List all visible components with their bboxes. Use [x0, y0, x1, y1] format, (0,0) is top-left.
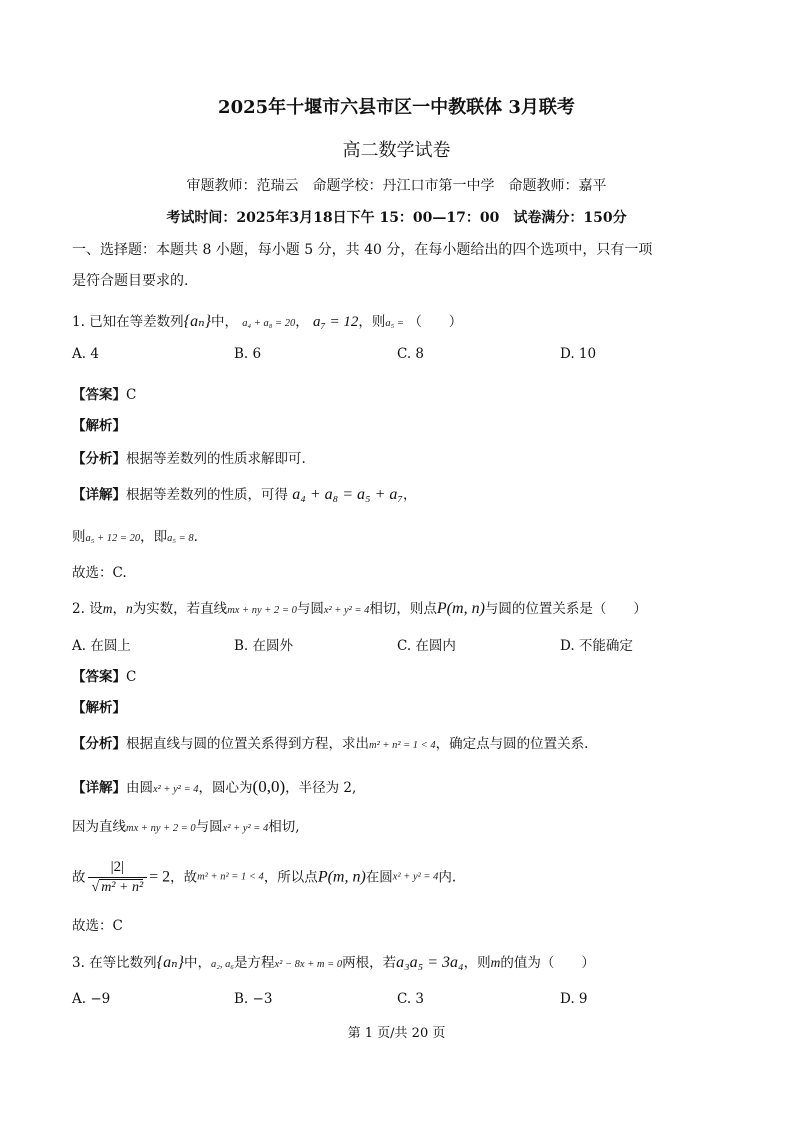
question-text: （ ） — [408, 314, 463, 330]
detail-text: ，圆心为 — [198, 780, 253, 796]
section-instructions-line2: 是符合题目要求的. — [72, 273, 189, 289]
option-b: B. −3 — [234, 991, 273, 1007]
math-equation: x² + y² = 4 — [153, 784, 199, 795]
detail-tag: 【详解】 — [72, 780, 126, 796]
answer-value: C — [126, 669, 137, 685]
option-d: D. 9 — [560, 991, 588, 1007]
option-a: A. 在圆上 — [72, 638, 131, 654]
fraction-numerator: |2| — [88, 857, 148, 878]
question-text: 与圆的位置关系是（ ） — [484, 601, 647, 617]
math-equation: a₅ = 8 — [167, 533, 194, 544]
detail-tag: 【详解】 — [72, 487, 126, 503]
option-d: D. 10 — [560, 346, 597, 362]
page-footer: 第 1 页/共 20 页 — [347, 1026, 446, 1041]
sqrt-content: m² + n² — [101, 880, 144, 895]
math-point: (0,0) — [252, 777, 286, 796]
question-text: 已知在等差数列 — [89, 314, 184, 330]
detail-text: 则 — [72, 529, 86, 545]
math-equation: mx + ny + 2 = 0 — [126, 823, 196, 834]
math-condition: a₇ = 12 — [313, 314, 359, 330]
summary-text: ，确定点与圆的位置关系. — [435, 736, 589, 752]
detail-line — [72, 527, 198, 549]
detail-text: 故 — [72, 869, 86, 886]
detail-text: ，所以点 — [263, 869, 318, 886]
analysis-summary — [72, 449, 306, 469]
math-equation: m² + n² = 1 < 4 — [369, 740, 436, 751]
math-equation: a₅ + 12 = 20 — [85, 533, 141, 544]
option-b: B. 6 — [234, 346, 262, 362]
answer-tag: 【答案】 — [72, 669, 126, 685]
question-number: 1. — [72, 314, 85, 330]
question-text: 设 — [89, 601, 103, 617]
option-c: C. 在圆内 — [397, 638, 456, 654]
detail-text: 因为直线 — [72, 819, 126, 835]
option-a: A. −9 — [72, 991, 111, 1007]
question-text: ，则 — [463, 955, 491, 971]
summary-text: 根据直线与圆的位置关系得到方程，求出 — [126, 736, 369, 752]
detail-text: 根据等差数列的性质，可得 — [126, 487, 288, 503]
math-condition: a₄ + a₈ = 20 — [242, 318, 296, 329]
question-text: 中， — [183, 955, 211, 971]
math-equation: x² + y² = 4 — [392, 871, 439, 883]
detail-text: 与圆 — [195, 819, 223, 835]
math-sequence: {aₙ} — [183, 313, 211, 330]
summary-tag: 【分析】 — [72, 451, 126, 467]
option-b: B. 在圆外 — [234, 638, 294, 654]
answer-line — [72, 385, 136, 405]
detail-text: 由圆 — [126, 780, 153, 796]
choose-line: 故选：C — [72, 918, 123, 934]
detail-text: ，故 — [170, 869, 198, 886]
question-text: 中， — [210, 314, 238, 330]
math-point: P(m, n) — [317, 868, 366, 886]
detail-text: 相切, — [268, 819, 300, 835]
answer-value: C — [126, 387, 137, 403]
detail-line — [72, 777, 356, 800]
math-equation: = 2 — [149, 868, 171, 886]
question-text: ， — [112, 601, 126, 617]
option-a: A. 4 — [72, 346, 99, 362]
math-point: P(m, n) — [436, 600, 485, 617]
math-equation: x² + y² = 4 — [222, 823, 269, 834]
question-text: 为实数，若直线 — [132, 601, 228, 617]
option-d: D. 不能确定 — [560, 638, 633, 654]
answer-tag: 【答案】 — [72, 387, 126, 403]
math-equation: m² + n² = 1 < 4 — [197, 871, 264, 883]
option-c: C. 3 — [397, 991, 425, 1007]
math-variable: m — [490, 955, 501, 970]
detail-text: . — [193, 529, 198, 545]
section-instructions-line1: 一、选择题：本题共 8 小题，每小题 5 分，共 40 分，在每小题给出的四个选项中，只有一项 — [72, 242, 653, 258]
analysis-summary — [72, 734, 588, 756]
math-variable: m — [102, 601, 113, 616]
detail-text: ，即 — [140, 529, 168, 545]
math-equation: x² − 8x + m = 0 — [274, 959, 343, 970]
math-equation: x² + y² = 4 — [323, 605, 370, 616]
choose-line: 故选：C. — [72, 565, 127, 581]
math-sequence: {aₙ} — [156, 954, 184, 971]
detail-text: 在圆 — [365, 869, 393, 886]
math-variable: n — [125, 601, 133, 616]
question-2 — [72, 599, 647, 621]
math-equation: a₄ + a₈ = a₅ + a₇ — [292, 486, 403, 503]
question-text: ， — [295, 314, 309, 330]
exam-subtitle: 高二数学试卷 — [342, 140, 451, 161]
analysis-tag: 【解析】 — [72, 418, 126, 434]
detail-text: 内. — [438, 869, 457, 886]
question-text: 是方程 — [234, 955, 275, 971]
question-text: 的值为（ ） — [500, 955, 595, 971]
summary-tag: 【分析】 — [72, 736, 126, 752]
detail-fraction-line — [72, 852, 456, 902]
exam-staff: 审题教师：范瑞云 命题学校：丹江口市第一中学 命题教师：嘉平 — [186, 178, 607, 194]
detail-text: ，半径为 2, — [285, 780, 357, 796]
detail-text: ， — [402, 487, 417, 503]
question-number: 3. — [72, 955, 85, 971]
detail-line — [72, 817, 300, 839]
exam-time: 考试时间：2025年3月18日下午 15：00—17：00 试卷满分：150分 — [166, 210, 627, 226]
math-fraction — [88, 857, 148, 898]
math-ask: a₅ = — [385, 318, 405, 329]
question-text: 在等比数列 — [89, 955, 157, 971]
question-text: 与圆 — [296, 601, 324, 617]
math-equation: mx + ny + 2 = 0 — [227, 605, 297, 616]
question-1 — [72, 312, 462, 334]
summary-text: 根据等差数列的性质求解即可. — [126, 451, 306, 467]
math-roots: a₂, a₆ — [210, 959, 235, 970]
math-condition: a₃a₅ = 3a₄ — [396, 954, 464, 971]
option-c: C. 8 — [397, 346, 425, 362]
exam-title: 2025年十堰市六县市区一中教联体 3月联考 — [218, 97, 575, 118]
detail-line — [72, 485, 416, 505]
answer-line — [72, 667, 136, 687]
question-text: 两根，若 — [342, 955, 397, 971]
question-text: ，则 — [358, 314, 386, 330]
question-number: 2. — [72, 601, 85, 617]
fraction-denominator: √ m² + n² — [91, 880, 144, 895]
question-3 — [72, 953, 595, 975]
analysis-tag: 【解析】 — [72, 700, 126, 716]
question-text: 相切，则点 — [369, 601, 437, 617]
